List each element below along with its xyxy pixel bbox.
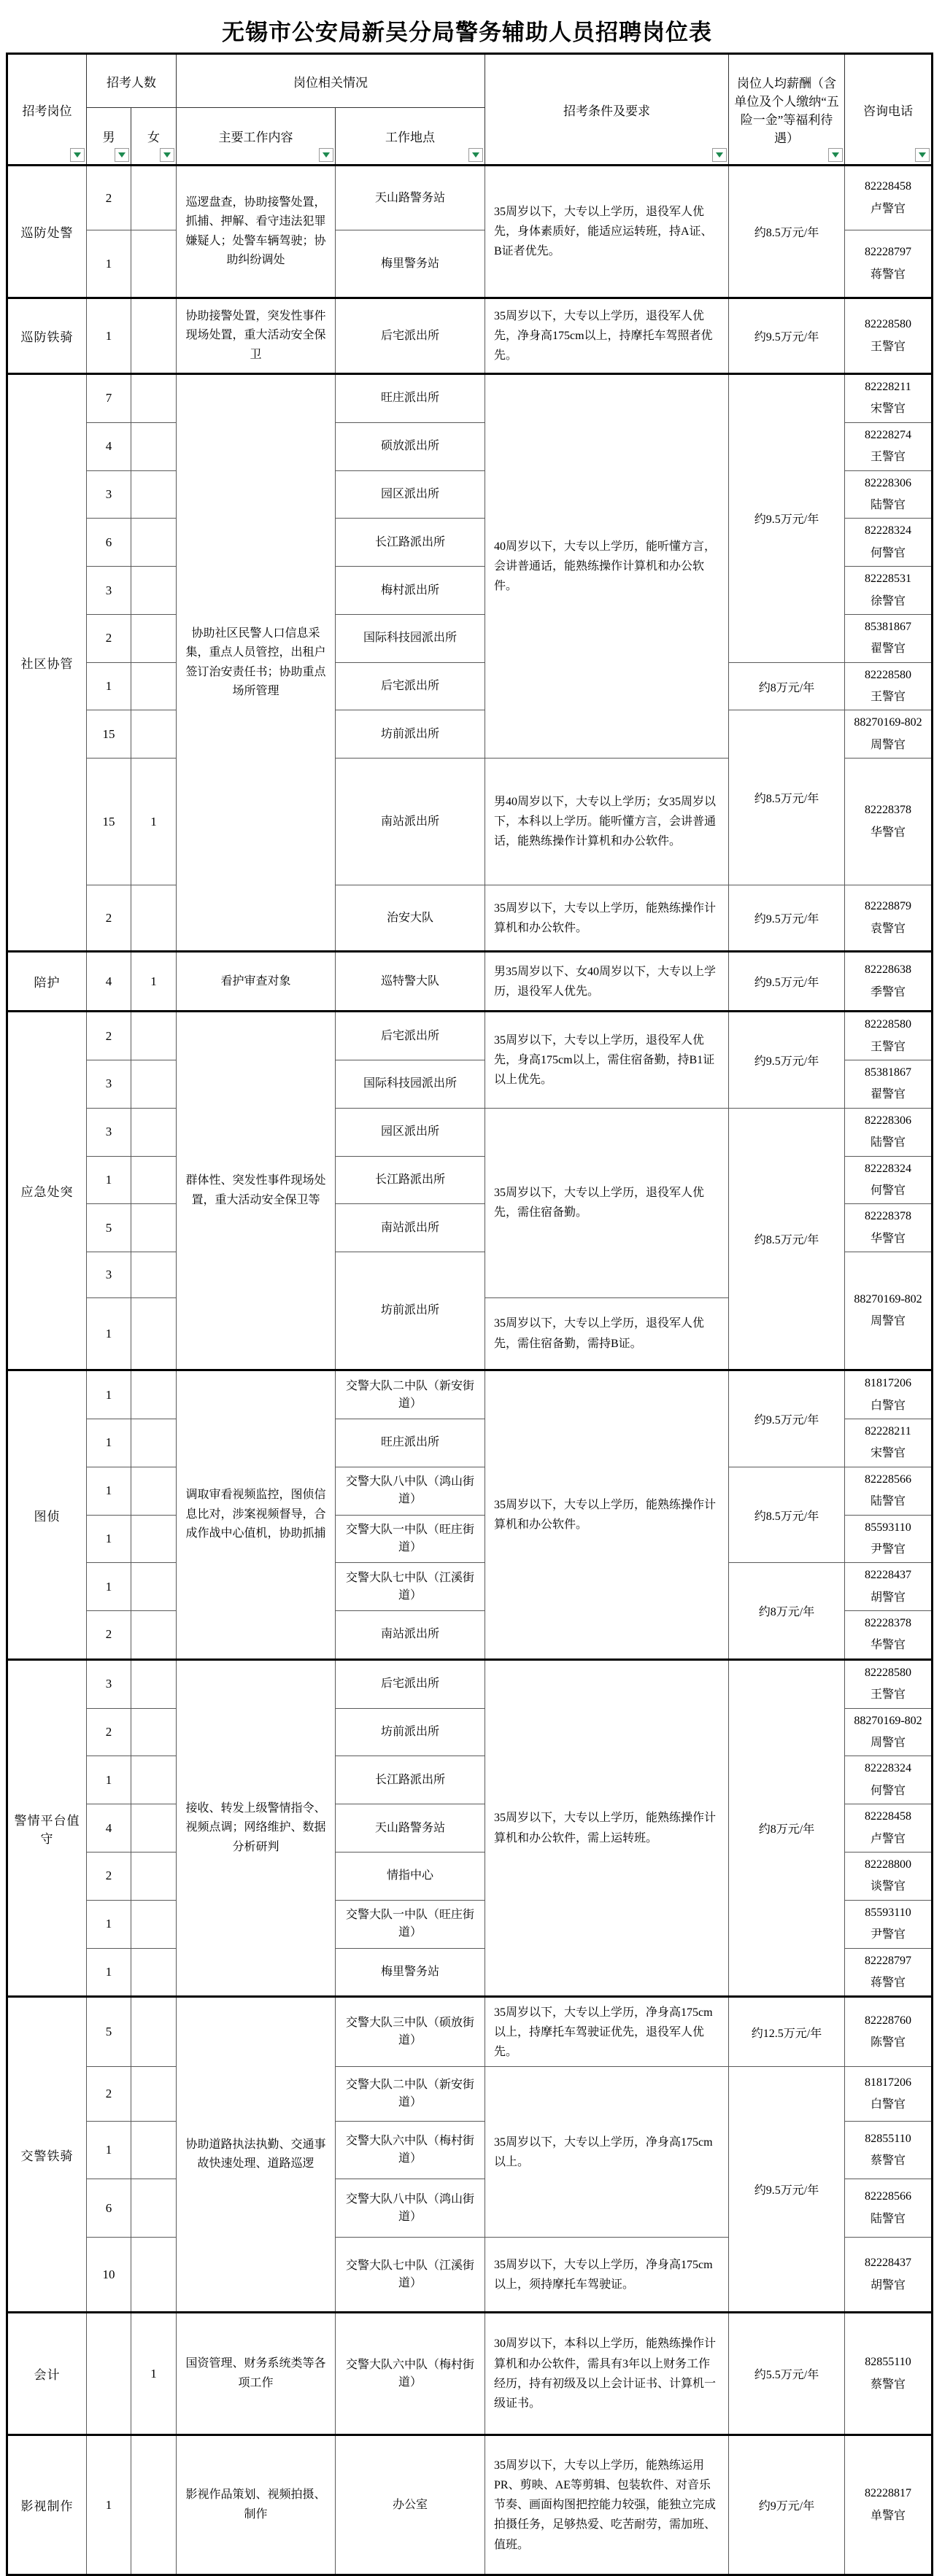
male-count-cell: 1	[87, 1900, 131, 1948]
female-count-cell	[131, 1611, 177, 1660]
phone-cell: 82228458 卢警官	[845, 1804, 933, 1853]
male-count-cell: 4	[87, 422, 131, 470]
male-count-cell: 1	[87, 1563, 131, 1611]
phone-cell: 82228797 蒋警官	[845, 230, 933, 298]
post-name-cell: 影视制作	[7, 2435, 87, 2575]
male-count-cell: 2	[87, 166, 131, 230]
male-count-cell: 3	[87, 470, 131, 519]
phone-cell: 82228211 宋警官	[845, 1419, 933, 1467]
location-cell: 交警大队八中队（鸿山街道）	[336, 1467, 485, 1515]
location-cell: 国际科技园派出所	[336, 1060, 485, 1109]
location-cell: 后宅派出所	[336, 298, 485, 374]
conditions-cell: 35周岁以下，大专以上学历，能熟练操作计算机和办公软件。	[485, 1370, 729, 1660]
female-count-cell	[131, 1012, 177, 1060]
phone-cell: 82228580 王警官	[845, 1012, 933, 1060]
salary-cell: 约9.5万元/年	[729, 374, 845, 663]
duty-cell: 国资管理、财务系统类等各项工作	[177, 2313, 336, 2435]
conditions-cell: 35周岁以下，大专以上学历，能熟练运用PR、剪映、AE等剪辑、包装软件、对音乐节奏、画面构图把控能力较强，能独立完成拍摄任务，足够热爱、吃苦耐劳，需加班、值班。	[485, 2435, 729, 2575]
phone-cell: 82855110 蔡警官	[845, 2122, 933, 2179]
location-cell: 坊前派出所	[336, 1252, 485, 1370]
salary-cell: 约9.5万元/年	[729, 952, 845, 1012]
female-count-cell	[131, 1900, 177, 1948]
conditions-cell: 35周岁以下，大专以上学历，退役军人优先，需住宿备勤。	[485, 1108, 729, 1297]
location-cell: 园区派出所	[336, 1108, 485, 1156]
location-cell: 旺庄派出所	[336, 374, 485, 423]
phone-cell: 82228760 陈警官	[845, 1997, 933, 2067]
location-cell: 坊前派出所	[336, 1708, 485, 1756]
female-count-cell	[131, 230, 177, 298]
female-count-cell	[131, 1108, 177, 1156]
female-count-cell	[131, 374, 177, 423]
phone-cell: 82228437 胡警官	[845, 2238, 933, 2313]
recruitment-table	[6, 53, 933, 2576]
phone-cell: 88270169-802 周警官	[845, 1708, 933, 1756]
male-count-cell: 1	[87, 1298, 131, 1370]
male-count-cell: 7	[87, 374, 131, 423]
male-count-cell	[87, 2313, 131, 2435]
male-count-cell: 2	[87, 1708, 131, 1756]
location-cell: 交警大队二中队（新安街道）	[336, 1370, 485, 1419]
female-count-cell	[131, 567, 177, 615]
duty-cell: 调取审看视频监控，图侦信息比对，涉案视频督导，合成作战中心值机，协助抓捕	[177, 1370, 336, 1660]
female-count-cell	[131, 1252, 177, 1298]
female-count-cell	[131, 2122, 177, 2179]
duty-cell: 影视作品策划、视频拍摄、制作	[177, 2435, 336, 2575]
phone-cell: 82228437 胡警官	[845, 1563, 933, 1611]
female-count-cell	[131, 1563, 177, 1611]
location-cell: 南站派出所	[336, 1204, 485, 1252]
male-count-cell: 5	[87, 1997, 131, 2067]
filter-button[interactable]	[712, 148, 727, 162]
phone-cell: 82228324 何警官	[845, 519, 933, 567]
female-count-cell	[131, 1756, 177, 1804]
salary-cell: 约9.5万元/年	[729, 1370, 845, 1467]
female-count-cell	[131, 1852, 177, 1900]
conditions-cell: 30周岁以下，本科以上学历，能熟练操作计算机和办公软件，需具有3年以上财务工作经历，持有初级及以上会计证书、计算机一级证书。	[485, 2313, 729, 2435]
female-count-cell	[131, 1659, 177, 1708]
phone-cell: 82228580 王警官	[845, 662, 933, 710]
male-count-cell: 15	[87, 710, 131, 759]
header-conditions: 招考条件及要求	[485, 54, 729, 166]
post-name-cell: 图侦	[7, 1370, 87, 1660]
filter-button[interactable]	[70, 148, 85, 162]
male-count-cell: 2	[87, 614, 131, 662]
location-cell: 梅里警务站	[336, 230, 485, 298]
filter-dropdown-icon	[832, 152, 839, 158]
female-count-cell	[131, 470, 177, 519]
female-count-cell	[131, 662, 177, 710]
male-count-cell: 1	[87, 1370, 131, 1419]
phone-cell: 88270169-802 周警官	[845, 710, 933, 759]
header-count: 招考人数	[87, 54, 177, 108]
conditions-cell: 35周岁以下，大专以上学历，净身高175cm以上，须持摩托车驾驶证。	[485, 2238, 729, 2313]
filter-dropdown-icon	[74, 152, 81, 158]
phone-cell: 81817206 白警官	[845, 1370, 933, 1419]
female-count-cell	[131, 2435, 177, 2575]
male-count-cell: 2	[87, 1012, 131, 1060]
header-location: 工作地点	[336, 108, 485, 166]
female-count-cell	[131, 1204, 177, 1252]
conditions-cell: 35周岁以下，大专以上学历，退役军人优先，身体素质好，能适应运转班，持A证、B证者优先。	[485, 166, 729, 298]
phone-cell: 82228566 陆警官	[845, 2179, 933, 2238]
location-cell: 南站派出所	[336, 1611, 485, 1660]
post-name-cell: 交警铁骑	[7, 1997, 87, 2313]
female-count-cell	[131, 298, 177, 374]
female-count-cell	[131, 1515, 177, 1563]
salary-cell: 约9.5万元/年	[729, 1012, 845, 1109]
conditions-cell: 40周岁以下，大专以上学历，能听懂方言，会讲普通话，能熟练操作计算机和办公软件。	[485, 374, 729, 759]
female-count-cell	[131, 422, 177, 470]
post-name-cell: 警情平台值守	[7, 1659, 87, 1996]
male-count-cell: 1	[87, 2435, 131, 2575]
phone-cell: 82228324 何警官	[845, 1756, 933, 1804]
conditions-cell: 35周岁以下，大专以上学历，净身高175cm以上。	[485, 2067, 729, 2238]
phone-cell: 81817206 白警官	[845, 2067, 933, 2122]
female-count-cell	[131, 2238, 177, 2313]
location-cell: 交警大队七中队（江溪街道）	[336, 2238, 485, 2313]
filter-button[interactable]	[468, 148, 483, 162]
female-count-cell: 1	[131, 759, 177, 885]
male-count-cell: 15	[87, 759, 131, 885]
female-count-cell	[131, 1419, 177, 1467]
filter-dropdown-icon	[716, 152, 723, 158]
male-count-cell: 1	[87, 1515, 131, 1563]
male-count-cell: 1	[87, 2122, 131, 2179]
phone-cell: 82228797 蒋警官	[845, 1948, 933, 1997]
phone-cell: 82228566 陆警官	[845, 1467, 933, 1515]
phone-cell: 85381867 翟警官	[845, 1060, 933, 1109]
header-salary: 岗位人均薪酬（含单位及个人缴纳“五险一金”等福利待遇）	[729, 54, 845, 166]
female-count-cell	[131, 885, 177, 952]
female-count-cell	[131, 1370, 177, 1419]
post-name-cell: 会计	[7, 2313, 87, 2435]
location-cell: 旺庄派出所	[336, 1419, 485, 1467]
location-cell: 坊前派出所	[336, 710, 485, 759]
header-male: 男	[87, 108, 131, 166]
location-cell: 后宅派出所	[336, 662, 485, 710]
female-count-cell	[131, 166, 177, 230]
page-title: 无锡市公安局新吴分局警务辅助人员招聘岗位表	[222, 19, 712, 45]
phone-cell: 82228531 徐警官	[845, 567, 933, 615]
duty-cell: 协助社区民警人口信息采集，重点人员管控，出租户签订治安责任书；协助重点场所管理	[177, 374, 336, 952]
post-name-cell: 社区协管	[7, 374, 87, 952]
male-count-cell: 1	[87, 1948, 131, 1997]
female-count-cell	[131, 1804, 177, 1853]
header-post: 招考岗位	[7, 54, 87, 166]
male-count-cell: 3	[87, 1659, 131, 1708]
salary-cell: 约8万元/年	[729, 1563, 845, 1660]
post-name-cell: 巡防处警	[7, 166, 87, 298]
header-info: 岗位相关情况	[177, 54, 485, 108]
male-count-cell: 1	[87, 1467, 131, 1515]
salary-cell: 约9万元/年	[729, 2435, 845, 2575]
location-cell: 交警大队二中队（新安街道）	[336, 2067, 485, 2122]
phone-cell: 82228378 华警官	[845, 759, 933, 885]
phone-cell: 82228638 季警官	[845, 952, 933, 1012]
location-cell: 后宅派出所	[336, 1012, 485, 1060]
location-cell: 天山路警务站	[336, 1804, 485, 1853]
conditions-cell: 35周岁以下，大专以上学历，退役军人优先，净身高175cm以上，持摩托车驾照者优先。	[485, 298, 729, 374]
conditions-cell: 男35周岁以下、女40周岁以下，大专以上学历，退役军人优先。	[485, 952, 729, 1012]
salary-cell: 约8万元/年	[729, 1659, 845, 1996]
conditions-cell: 35周岁以下，大专以上学历，能熟练操作计算机和办公软件。	[485, 885, 729, 952]
female-count-cell	[131, 2179, 177, 2238]
location-cell: 天山路警务站	[336, 166, 485, 230]
location-cell: 长江路派出所	[336, 1156, 485, 1204]
location-cell: 交警大队六中队（梅村街道）	[336, 2313, 485, 2435]
female-count-cell: 1	[131, 952, 177, 1012]
filter-dropdown-icon	[118, 152, 126, 158]
salary-cell: 约8.5万元/年	[729, 1108, 845, 1370]
location-cell: 交警大队八中队（鸿山街道）	[336, 2179, 485, 2238]
female-count-cell	[131, 710, 177, 759]
female-count-cell	[131, 1467, 177, 1515]
filter-button[interactable]	[828, 148, 843, 162]
location-cell: 交警大队一中队（旺庄街道）	[336, 1900, 485, 1948]
phone-cell: 82228580 王警官	[845, 298, 933, 374]
location-cell: 办公室	[336, 2435, 485, 2575]
male-count-cell: 6	[87, 519, 131, 567]
conditions-cell: 35周岁以下，大专以上学历，退役军人优先，身高175cm以上，需住宿备勤，持B1证以上优先。	[485, 1012, 729, 1109]
female-count-cell	[131, 1948, 177, 1997]
phone-cell: 85593110 尹警官	[845, 1900, 933, 1948]
header-female: 女	[131, 108, 177, 166]
salary-cell: 约8.5万元/年	[729, 166, 845, 298]
male-count-cell: 1	[87, 662, 131, 710]
phone-cell: 88270169-802 周警官	[845, 1252, 933, 1370]
location-cell: 交警大队六中队（梅村街道）	[336, 2122, 485, 2179]
location-cell: 后宅派出所	[336, 1659, 485, 1708]
female-count-cell	[131, 1708, 177, 1756]
male-count-cell: 1	[87, 230, 131, 298]
male-count-cell: 10	[87, 2238, 131, 2313]
salary-cell: 约8万元/年	[729, 662, 845, 710]
conditions-cell: 35周岁以下，大专以上学历，退役军人优先，需住宿备勤，需持B证。	[485, 1298, 729, 1370]
male-count-cell: 3	[87, 1252, 131, 1298]
male-count-cell: 1	[87, 1756, 131, 1804]
conditions-cell: 35周岁以下，大专以上学历，能熟练操作计算机和办公软件，需上运转班。	[485, 1659, 729, 1996]
phone-cell: 82228274 王警官	[845, 422, 933, 470]
phone-cell: 82228211 宋警官	[845, 374, 933, 423]
location-cell: 国际科技园派出所	[336, 614, 485, 662]
location-cell: 交警大队七中队（江溪街道）	[336, 1563, 485, 1611]
phone-cell: 82228306 陆警官	[845, 1108, 933, 1156]
salary-cell: 约9.5万元/年	[729, 885, 845, 952]
location-cell: 情指中心	[336, 1852, 485, 1900]
phone-cell: 82228378 华警官	[845, 1611, 933, 1660]
header-duty: 主要工作内容	[177, 108, 336, 166]
location-cell: 梅村派出所	[336, 567, 485, 615]
salary-cell: 约9.5万元/年	[729, 2067, 845, 2313]
phone-cell: 85593110 尹警官	[845, 1515, 933, 1563]
filter-dropdown-icon	[163, 152, 171, 158]
location-cell: 梅里警务站	[336, 1948, 485, 1997]
male-count-cell: 4	[87, 952, 131, 1012]
phone-cell: 82228800 谈警官	[845, 1852, 933, 1900]
male-count-cell: 2	[87, 885, 131, 952]
filter-dropdown-icon	[472, 152, 479, 158]
header-phone: 咨询电话	[845, 54, 933, 166]
phone-cell: 85381867 翟警官	[845, 614, 933, 662]
filter-button[interactable]	[319, 148, 333, 162]
duty-cell: 看护审查对象	[177, 952, 336, 1012]
location-cell: 硕放派出所	[336, 422, 485, 470]
filter-dropdown-icon	[323, 152, 330, 158]
duty-cell: 巡逻盘查，协助接警处置，抓捕、押解、看守违法犯罪嫌疑人；处警车辆驾驶；协助纠纷调处	[177, 166, 336, 298]
conditions-cell: 35周岁以下，大专以上学历，净身高175cm以上，持摩托车驾驶证优先，退役军人优先。	[485, 1997, 729, 2067]
post-name-cell: 应急处突	[7, 1012, 87, 1370]
location-cell: 治安大队	[336, 885, 485, 952]
duty-cell: 群体性、突发性事件现场处置，重大活动安全保卫等	[177, 1012, 336, 1370]
location-cell: 交警大队一中队（旺庄街道）	[336, 1515, 485, 1563]
phone-cell: 82228879 袁警官	[845, 885, 933, 952]
male-count-cell: 2	[87, 2067, 131, 2122]
phone-cell: 82228458 卢警官	[845, 166, 933, 230]
male-count-cell: 2	[87, 1611, 131, 1660]
duty-cell: 协助道路执法执勤、交通事故快速处理、道路巡逻	[177, 1997, 336, 2313]
male-count-cell: 2	[87, 1852, 131, 1900]
male-count-cell: 1	[87, 1156, 131, 1204]
female-count-cell	[131, 1156, 177, 1204]
female-count-cell	[131, 1997, 177, 2067]
male-count-cell: 3	[87, 1060, 131, 1109]
male-count-cell: 4	[87, 1804, 131, 1853]
male-count-cell: 1	[87, 1419, 131, 1467]
filter-button[interactable]	[915, 148, 930, 162]
conditions-cell: 男40周岁以下，大专以上学历；女35周岁以下，本科以上学历。能听懂方言，会讲普通话，能熟练操作计算机和办公软件。	[485, 759, 729, 885]
salary-cell: 约8.5万元/年	[729, 1467, 845, 1563]
female-count-cell	[131, 1060, 177, 1109]
phone-cell: 82228324 何警官	[845, 1156, 933, 1204]
female-count-cell	[131, 2067, 177, 2122]
phone-cell: 82228580 王警官	[845, 1659, 933, 1708]
location-cell: 长江路派出所	[336, 1756, 485, 1804]
location-cell: 园区派出所	[336, 470, 485, 519]
male-count-cell: 3	[87, 1108, 131, 1156]
post-name-cell: 巡防铁骑	[7, 298, 87, 374]
post-name-cell: 陪护	[7, 952, 87, 1012]
phone-cell: 82228306 陆警官	[845, 470, 933, 519]
filter-dropdown-icon	[919, 152, 926, 158]
location-cell: 长江路派出所	[336, 519, 485, 567]
salary-cell: 约9.5万元/年	[729, 298, 845, 374]
phone-cell: 82228817 单警官	[845, 2435, 933, 2575]
filter-button[interactable]	[115, 148, 129, 162]
male-count-cell: 3	[87, 567, 131, 615]
salary-cell: 约5.5万元/年	[729, 2313, 845, 2435]
filter-button[interactable]	[160, 148, 174, 162]
female-count-cell	[131, 519, 177, 567]
duty-cell: 协助接警处置，突发性事件现场处置，重大活动安全保卫	[177, 298, 336, 374]
location-cell: 巡特警大队	[336, 952, 485, 1012]
female-count-cell	[131, 614, 177, 662]
duty-cell: 接收、转发上级警情指令、视频点调；网络维护、数据分析研判	[177, 1659, 336, 1996]
salary-cell: 约8.5万元/年	[729, 710, 845, 885]
phone-cell: 82855110 蔡警官	[845, 2313, 933, 2435]
female-count-cell	[131, 1298, 177, 1370]
male-count-cell: 6	[87, 2179, 131, 2238]
salary-cell: 约12.5万元/年	[729, 1997, 845, 2067]
location-cell: 南站派出所	[336, 759, 485, 885]
male-count-cell: 1	[87, 298, 131, 374]
location-cell: 交警大队三中队（硕放街道）	[336, 1997, 485, 2067]
female-count-cell: 1	[131, 2313, 177, 2435]
male-count-cell: 5	[87, 1204, 131, 1252]
phone-cell: 82228378 华警官	[845, 1204, 933, 1252]
